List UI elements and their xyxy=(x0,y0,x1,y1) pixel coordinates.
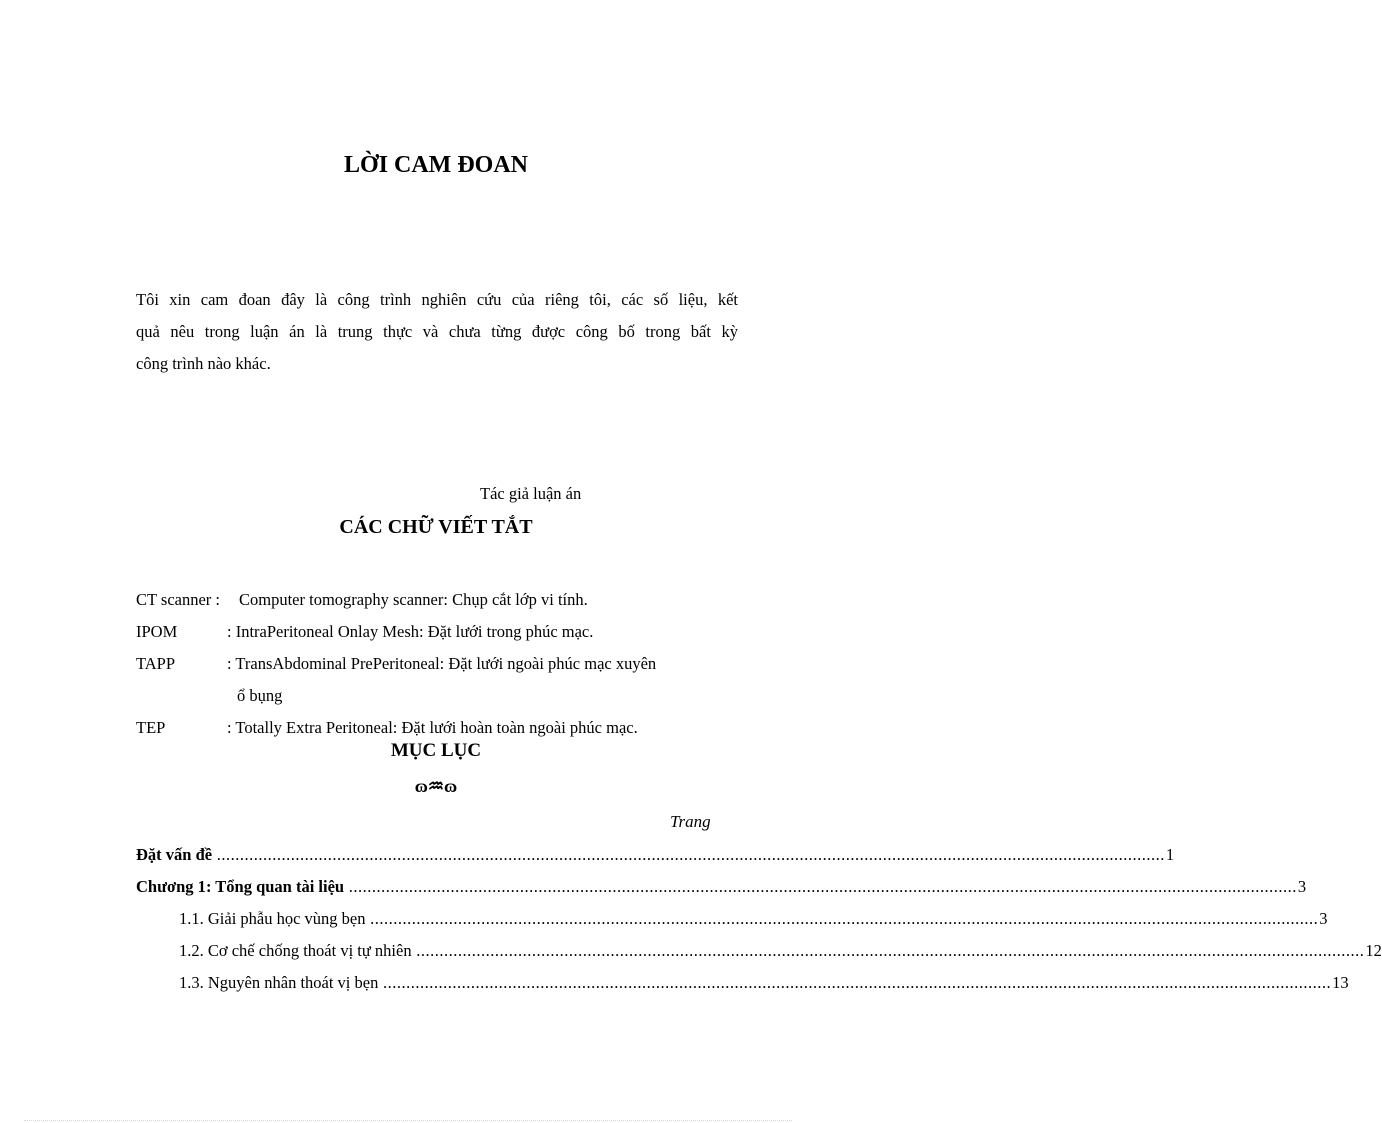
toc-entry-title: 1.1. Giải phẫu học vùng bẹn xyxy=(179,909,366,928)
declaration-line-3: công trình nào khác. xyxy=(136,354,271,373)
toc-entry[interactable] xyxy=(179,941,1382,961)
toc-entry[interactable] xyxy=(179,973,1349,993)
abbreviation-definition: : TransAbdominal PrePeritoneal: Đặt lưới ngoài phúc mạc xuyên xyxy=(227,654,657,673)
declaration-signature: Tác giả luận án xyxy=(480,484,582,503)
toc-entry-title: Đặt vấn đề xyxy=(136,845,213,864)
toc-ornament: ɷ♒︎ɷ xyxy=(414,776,458,796)
toc-entry-title: 1.3. Nguyên nhân thoát vị bẹn xyxy=(179,973,379,992)
toc-entry[interactable] xyxy=(136,845,1175,865)
abbreviations-title: CÁC CHỮ VIẾT TẮT xyxy=(339,516,533,538)
abbreviation-definition: : IntraPeritoneal Onlay Mesh: Đặt lưới trong phúc mạc. xyxy=(227,622,594,641)
toc-leader-dots: ............................................................................................................................................................................................................. xyxy=(344,877,1297,896)
abbreviation-continuation: ổ bụng xyxy=(237,686,283,705)
abbreviation-definition: Computer tomography scanner: Chụp cắt lớp vi tính. xyxy=(239,590,588,609)
abbreviation-term: IPOM xyxy=(136,622,178,641)
abbreviation-definition: : Totally Extra Peritoneal: Đặt lưới hoàn toàn ngoài phúc mạc. xyxy=(227,718,638,737)
toc-entry-page: 3 xyxy=(1319,909,1328,928)
toc-entry-page: 3 xyxy=(1297,877,1307,896)
toc-leader-dots: ............................................................................................................................................................................................................. xyxy=(378,973,1332,992)
toc-entry-page: 13 xyxy=(1332,973,1349,992)
abbreviation-term: CT scanner : xyxy=(136,590,221,609)
abbreviation-term: TEP xyxy=(136,718,166,737)
toc-leader-dots: ............................................................................................................................................................................................................. xyxy=(365,909,1319,928)
toc-leader-dots: ............................................................................................................................................................................................................. xyxy=(212,845,1165,864)
declaration-line-2: quả nêu trong luận án là trung thực và chưa từng được công bố trong bất kỳ xyxy=(136,322,738,341)
toc-entry-page: 12 xyxy=(1365,941,1382,960)
toc-entry-title: : Tổng quan tài liệu xyxy=(205,877,345,896)
toc-title: MỤC LỤC xyxy=(390,740,482,761)
toc-entry-page: 1 xyxy=(1165,845,1175,864)
toc-leader-dots: ............................................................................................................................................................................................................. xyxy=(411,941,1365,960)
page-bottom-divider xyxy=(24,1120,792,1121)
declaration-line-1: Tôi xin cam đoan đây là công trình nghiên cứu của riêng tôi, các số liệu, kết xyxy=(136,290,738,309)
toc-page-label: Trang xyxy=(670,812,711,831)
toc-entry[interactable] xyxy=(179,909,1328,929)
abbreviation-term: TAPP xyxy=(136,654,176,673)
toc-entry-chapter: Chương 1 xyxy=(136,877,206,896)
toc-entry-title: 1.2. Cơ chế chống thoát vị tự nhiên xyxy=(179,941,412,960)
toc-entry[interactable] xyxy=(136,877,1307,897)
declaration-title: LỜI CAM ĐOAN xyxy=(344,152,528,178)
